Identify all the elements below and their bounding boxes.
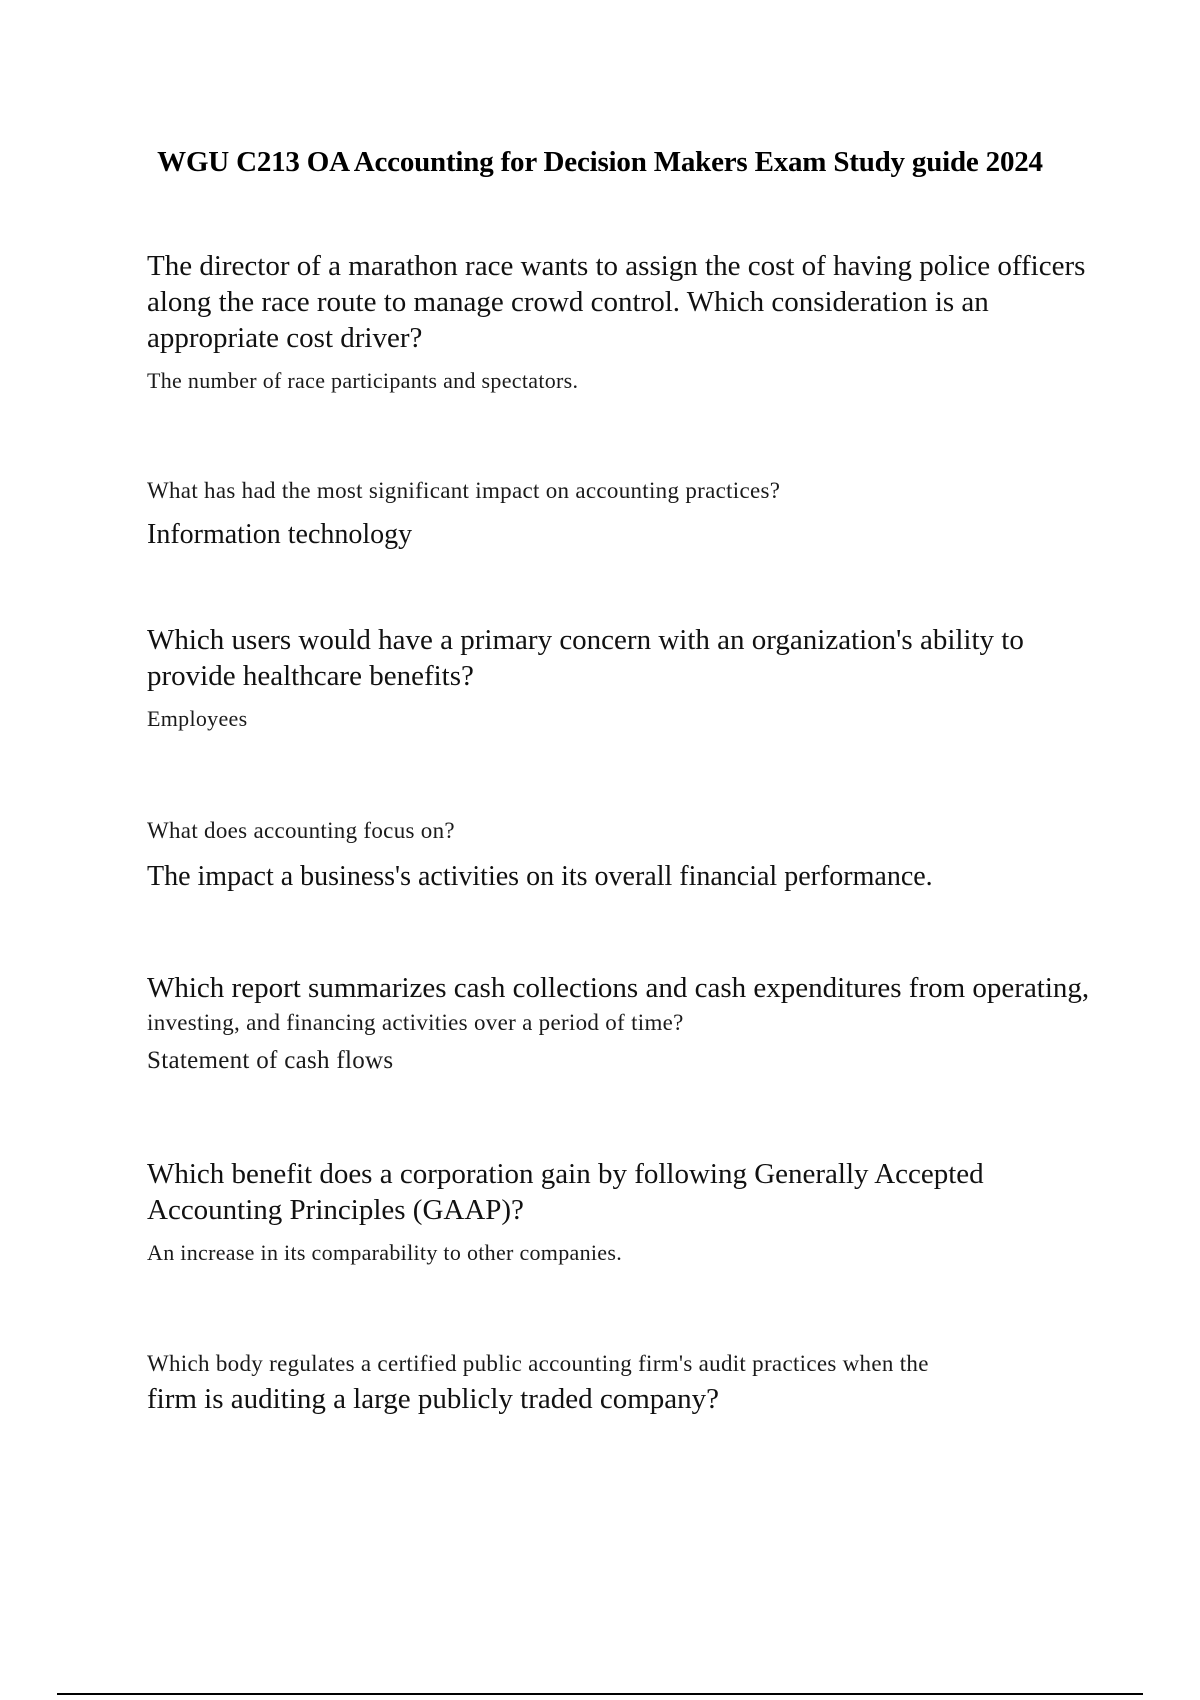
qa-item <box>147 474 1087 552</box>
qa-item <box>147 622 1087 734</box>
answer-text: Information technology <box>147 519 413 550</box>
answer-text: An increase in its comparability to other companies. <box>147 1240 623 1265</box>
answer-text: Statement of cash flows <box>147 1047 394 1074</box>
answer-text: The number of race participants and spectators. <box>147 368 579 393</box>
document-title: WGU C213 OA Accounting for Decision Makers Exam Study guide 2024 <box>157 146 1043 178</box>
qa-item <box>147 814 1087 894</box>
qa-item <box>147 248 1087 396</box>
question-text: What does accounting focus on? <box>147 818 455 843</box>
answer-text: The impact a business's activities on its overall financial performance. <box>147 861 933 892</box>
question-text-line-2: firm is auditing a large publicly traded company? <box>147 1383 720 1415</box>
qa-item <box>147 1347 1147 1417</box>
qa-item <box>147 970 1147 1076</box>
question-text: Which users would have a primary concern with an organization's ability to provide healthcare benefits? <box>147 624 1024 692</box>
footer-rule <box>57 1693 1143 1695</box>
question-text: The director of a marathon race wants to assign the cost of having police officers along the race route to manage crowd control. Which consideration is an appropriate cost driver? <box>147 250 1086 354</box>
question-text-line-1: Which body regulates a certified public accounting firm's audit practices when the <box>147 1351 929 1376</box>
question-text-line-2: investing, and financing activities over a period of time? <box>147 1010 684 1035</box>
question-text: Which benefit does a corporation gain by following Generally Accepted Accounting Principles (GAAP)? <box>147 1158 984 1226</box>
answer-text: Employees <box>147 706 248 731</box>
question-text-line-1: Which report summarizes cash collections and cash expenditures from operating, <box>147 972 1090 1004</box>
qa-item <box>147 1156 1087 1268</box>
question-text: What has had the most significant impact on accounting practices? <box>147 478 781 503</box>
